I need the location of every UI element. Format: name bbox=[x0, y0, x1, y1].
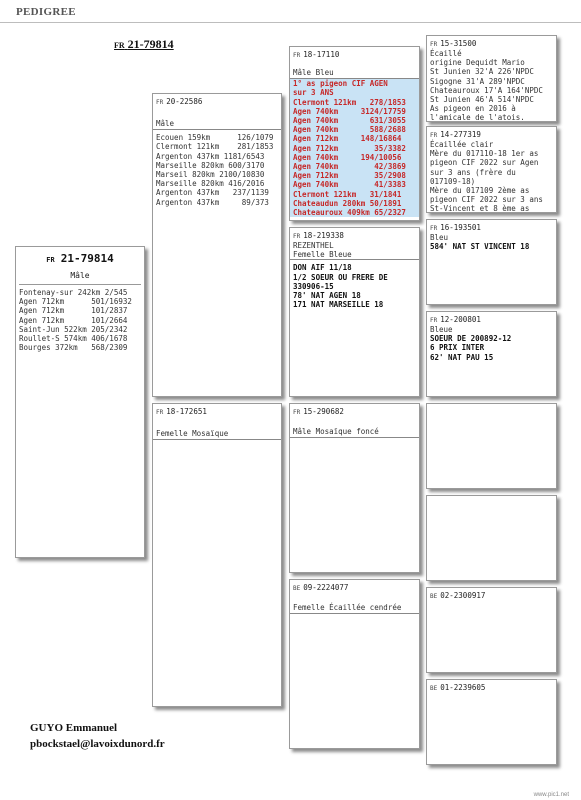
main-ring-prefix: FR bbox=[114, 41, 125, 50]
sdd-ring bbox=[427, 312, 556, 325]
sire-result: Argenton 437km 89/373 bbox=[156, 197, 269, 207]
breeder-email[interactable]: pbockstael@lavoixdunord.fr bbox=[30, 738, 165, 750]
dam-dam-sex: Femelle Écaillée cendrée bbox=[293, 603, 402, 612]
sire-sire-result: Agen 740km 631/3055 bbox=[290, 116, 419, 125]
ssd-line: Mère du 017109 2ème as bbox=[430, 186, 530, 196]
sire-sire-result: Chateaudun 280km 50/1891 bbox=[290, 199, 419, 208]
sire-sire-result: 1° as pigeon CIF AGEN bbox=[290, 79, 419, 88]
dam-ring-number: 18-172651 bbox=[166, 407, 207, 416]
dam-sex: Femelle Mosaïque bbox=[156, 429, 229, 438]
dam-divider bbox=[153, 439, 281, 440]
dam-dam-ring-number: 09-2224077 bbox=[303, 583, 349, 592]
ssd-ring bbox=[427, 127, 556, 140]
sire-ring-prefix: FR bbox=[156, 99, 164, 106]
dam-ring bbox=[153, 404, 281, 417]
sss-line: Chateauroux 17'A 164'NPDC bbox=[430, 85, 543, 95]
dam-sire-ring-number: 15-290682 bbox=[303, 407, 344, 416]
sss-ring-number: 15-31500 bbox=[440, 39, 477, 48]
ssd-line: 017109-18) bbox=[430, 176, 476, 186]
sdd-ring-prefix: FR bbox=[430, 317, 438, 324]
sire-result: Marseille 820km 416/2016 bbox=[156, 179, 265, 189]
sire-sire-result: Agen 712km 35/2908 bbox=[290, 171, 419, 180]
sire-dam-note: DON AIF 11/18 bbox=[293, 263, 352, 273]
sire-dam-ring bbox=[290, 228, 419, 241]
subject-ring bbox=[16, 247, 144, 265]
subject-result: Bourges 372km 568/2309 bbox=[19, 343, 128, 353]
sire-result: Ecouen 159km 126/1079 bbox=[156, 133, 274, 143]
sss-line: Sigogne 31'A 289'NPDC bbox=[430, 76, 525, 86]
subject-result: Agen 712km 501/16932 bbox=[19, 297, 132, 307]
ssd-line: St-Vincent et 8 ème as bbox=[430, 204, 530, 213]
dds-card bbox=[426, 587, 557, 673]
dam-sire-card bbox=[289, 403, 420, 573]
dss-card bbox=[426, 403, 557, 489]
sire-sire-sex: Mâle Bleu bbox=[293, 68, 334, 77]
sire-sire-result: Chateauroux 409km 65/2327 bbox=[290, 208, 419, 217]
subject-ring-prefix: FR bbox=[46, 256, 55, 264]
subject-result: Fontenay-sur 242km 2/545 bbox=[19, 288, 128, 297]
dam-sire-ring bbox=[290, 404, 419, 417]
main-ring-heading bbox=[114, 37, 174, 52]
subject-card bbox=[15, 246, 145, 558]
sire-card bbox=[152, 93, 282, 397]
dam-card bbox=[152, 403, 282, 707]
sds-line: Bleu bbox=[430, 233, 449, 242]
sss-line: origine Dequidt Mario bbox=[430, 58, 525, 68]
sire-dam-note: 171 NAT MARSEILLE 18 bbox=[293, 300, 384, 310]
sss-line: St Junien 46'A 514'NPDC bbox=[430, 95, 534, 105]
subject-sex: Mâle bbox=[19, 265, 141, 285]
sire-sire-result: Agen 740km 588/2688 bbox=[290, 125, 419, 134]
ddd-ring bbox=[427, 680, 556, 693]
sire-sire-result: Agen 712km 35/3382 bbox=[290, 144, 419, 153]
sire-dam-ring-prefix: FR bbox=[293, 233, 301, 240]
ssd-line: pigeon CIF 2022 sur Agen bbox=[430, 158, 539, 168]
dds-ring-number: 02-2300917 bbox=[440, 591, 486, 600]
sss-line: Écaillé bbox=[430, 49, 462, 58]
sire-sex: Mâle bbox=[156, 119, 175, 128]
sire-dam-ring-number: 18-219338 bbox=[303, 231, 344, 240]
sire-ring bbox=[153, 94, 281, 107]
sire-divider bbox=[153, 129, 281, 130]
ssd-line: Écaillée clair bbox=[430, 140, 494, 149]
subject-result: Agen 712km 101/2664 bbox=[19, 315, 128, 325]
sss-line: St Junien 32'A 226'NPDC bbox=[430, 67, 534, 77]
sss-card bbox=[426, 35, 557, 122]
ssd-line: pigeon CIF 2022 sur 3 ans bbox=[430, 195, 543, 205]
dam-ring-prefix: FR bbox=[156, 409, 164, 416]
sire-result: Clermont 121km 281/1853 bbox=[156, 142, 274, 152]
dam-dam-ring bbox=[290, 580, 419, 593]
sire-dam-card bbox=[289, 227, 420, 397]
ssd-ring-prefix: FR bbox=[430, 132, 438, 139]
sds-ring-prefix: FR bbox=[430, 225, 438, 232]
dam-dam-card bbox=[289, 579, 420, 749]
main-ring-number: 21-79814 bbox=[127, 37, 174, 51]
sire-ring-number: 20-22586 bbox=[166, 97, 203, 106]
ssd-line: sur 3 ans (frère du bbox=[430, 167, 516, 177]
subject-result: Roullet-S 574km 406/1678 bbox=[19, 334, 128, 344]
subject-ring-number: 21-79814 bbox=[60, 252, 114, 265]
dam-dam-divider bbox=[290, 613, 419, 614]
sss-ring-prefix: FR bbox=[430, 41, 438, 48]
site-watermark: www.pic1.net bbox=[533, 792, 569, 798]
sire-sire-result: Clermont 121km 31/1841 bbox=[290, 190, 419, 199]
ssd-line: Mère du 017110-18 1er as bbox=[430, 149, 539, 159]
sire-sire-result: Agen 712km 148/16864 bbox=[290, 134, 419, 143]
dam-dam-ring-prefix: BE bbox=[293, 585, 301, 592]
ssd-ring-number: 14-277319 bbox=[440, 130, 481, 139]
sds-ring bbox=[427, 220, 556, 233]
sire-sire-result: Agen 740km 194/10056 bbox=[290, 153, 419, 162]
dam-sire-divider bbox=[290, 437, 419, 438]
sire-result: Argenton 437km 237/1139 bbox=[156, 188, 269, 198]
subject-result: Agen 712km 101/2837 bbox=[19, 306, 128, 316]
sire-sire-ring-number: 18-17110 bbox=[303, 50, 340, 59]
sdd-bold-line: 62' NAT PAU 15 bbox=[430, 352, 494, 362]
sds-card bbox=[426, 219, 557, 305]
sdd-line: Bleue bbox=[430, 325, 453, 334]
sds-bold-line: 584' NAT ST VINCENT 18 bbox=[430, 242, 530, 252]
sdd-bold-line: 6 PRIX INTER bbox=[430, 343, 485, 353]
breeder-name: GUYO Emmanuel bbox=[30, 722, 118, 734]
sss-line: As pigeon en 2016 à bbox=[430, 104, 516, 114]
ddd-ring-number: 01-2239605 bbox=[440, 683, 486, 692]
sire-sire-result: Agen 740km 42/3869 bbox=[290, 162, 419, 171]
sdd-bold-line: SOEUR DE 200892-12 bbox=[430, 334, 512, 344]
dds-ring-prefix: BE bbox=[430, 593, 438, 600]
subject-result: Saint-Jun 522km 205/2342 bbox=[19, 324, 128, 334]
sire-result: Marseille 820km 600/3170 bbox=[156, 160, 265, 170]
sire-sire-ring bbox=[290, 47, 419, 60]
sire-sire-result: sur 3 ANS bbox=[290, 88, 419, 97]
dsd-card bbox=[426, 495, 557, 581]
sire-dam-sex: Femelle Bleue bbox=[293, 250, 352, 260]
page-title: PEDIGREE bbox=[16, 6, 76, 18]
sire-sire-result: Clermont 121km 278/1853 bbox=[290, 98, 419, 107]
sire-dam-divider bbox=[290, 259, 419, 260]
sire-dam-note: 78' NAT AGEN 18 bbox=[293, 291, 361, 301]
sdd-card bbox=[426, 311, 557, 397]
sss-line: l'amicale de l'atois. bbox=[430, 113, 525, 122]
sire-sire-card bbox=[289, 46, 420, 221]
dam-sire-ring-prefix: FR bbox=[293, 409, 301, 416]
sire-sire-ring-prefix: FR bbox=[293, 52, 301, 59]
ssd-card bbox=[426, 126, 557, 213]
dam-sire-sex: Mâle Mosaïque foncé bbox=[293, 427, 379, 436]
sire-sire-result: Agen 740km 41/3383 bbox=[290, 180, 419, 189]
sire-dam-breeder: REZENTHEL bbox=[293, 241, 334, 250]
ddd-ring-prefix: BE bbox=[430, 685, 438, 692]
sire-sire-result: Agen 740km 3124/17759 bbox=[290, 107, 419, 116]
sdd-ring-number: 12-200801 bbox=[440, 315, 481, 324]
ddd-card bbox=[426, 679, 557, 765]
sss-ring bbox=[427, 36, 556, 49]
sire-result: Marseil 820km 2100/10830 bbox=[156, 170, 265, 180]
page-header bbox=[0, 0, 581, 23]
sire-dam-note: 330906-15 bbox=[293, 281, 334, 291]
sire-dam-note: 1/2 SOEUR OU FRERE DE bbox=[293, 272, 388, 282]
dds-ring bbox=[427, 588, 556, 601]
sire-result: Argenton 437km 1181/6543 bbox=[156, 151, 265, 161]
sds-ring-number: 16-193501 bbox=[440, 223, 481, 232]
